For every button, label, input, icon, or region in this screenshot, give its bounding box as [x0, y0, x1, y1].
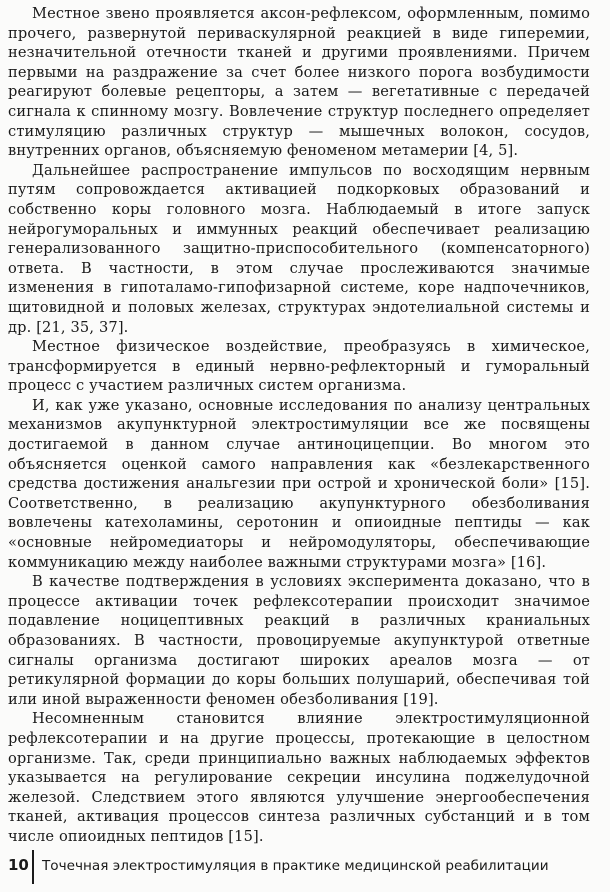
footer-divider: [32, 850, 34, 884]
paragraph-3: Местное физическое воздействие, преобразуясь в химическое, трансформируется в единый нервно-рефлекторный и гуморальный процесс с участием различных систем организма.: [8, 338, 590, 395]
paragraph-6: Несомненным становится влияние электростимуляционной рефлексотерапии и на другие процессы, протекающие в целостном организме. Так, среди принципиально важных наблюдаемых эффектов указывается на регулирование секреции инсулина поджелудочной железой. Следствием этого являются улучшение энергообеспечения тканей, активация процессов синтеза различных субстанций и в том числе опиоидных пептидов [15].: [8, 710, 590, 845]
paragraph-1: Местное звено проявляется аксон-рефлексом, оформленным, помимо прочего, развернутой периваскулярной реакцией в виде гиперемии, незначительной отечности тканей и другими проявлениями. Причем первыми на раздражение за счет более низкого порога возбудимости реагируют болевые рецепторы, а затем — вегетативные с передачей сигнала к спинному мозгу. Вовлечение структур последнего определяет стимуляцию различных структур — мышечных волокон, сосудов, внутренних органов, объясняемую феноменом метамерии [4, 5].: [8, 5, 590, 160]
running-title: Точечная электростимуляция в практике медицинской реабилитации: [42, 858, 549, 874]
page-number: 10: [8, 856, 29, 874]
page-footer: [8, 846, 598, 886]
paragraph-4: И, как уже указано, основные исследования по анализу центральных механизмов акупунктурной электростимуляции все же посвящены достигаемой в данном случае антиноцицепции. Во многом это объясняется оценкой самого направления как «безлекарственного средства достижения анальгезии при острой и хронической боли» [15]. Соответственно, в реализацию акупунктурного обезболивания вовлечены катехоламины, серотонин и опиоидные пептиды — как «основные нейромедиаторы и нейромодуляторы, обеспечивающие коммуникацию между наиболее важными структурами мозга» [16].: [8, 396, 590, 571]
paragraph-2: Дальнейшее распространение импульсов по восходящим нервным путям сопровождается активацией подкорковых образований и собственно коры головного мозга. Наблюдаемый в итоге запуск нейрогуморальных и иммунных реакций обеспечивает реализацию генерализованного защитно-приспособительного (компенсаторного) ответа. В частности, в этом случае прослеживаются значимые изменения в гипоталамо-гипофизарной системе, коре надпочечников, щитовидной и половых железах, структурах эндотелиальной системы и др. [21, 35, 37].: [8, 161, 590, 336]
paragraph-5: В качестве подтверждения в условиях эксперимента доказано, что в процессе активации точек рефлексотерапии происходит значимое подавление ноцицептивных реакций в различных краниальных образованиях. В частности, провоцируемые акупунктурой ответные сигналы организма достигают широких ареалов мозга — от ретикулярной формации до коры больших полушарий, обеспечивая той или иной выраженности феномен обезболивания [19].: [8, 573, 590, 708]
body-text: [8, 4, 590, 847]
